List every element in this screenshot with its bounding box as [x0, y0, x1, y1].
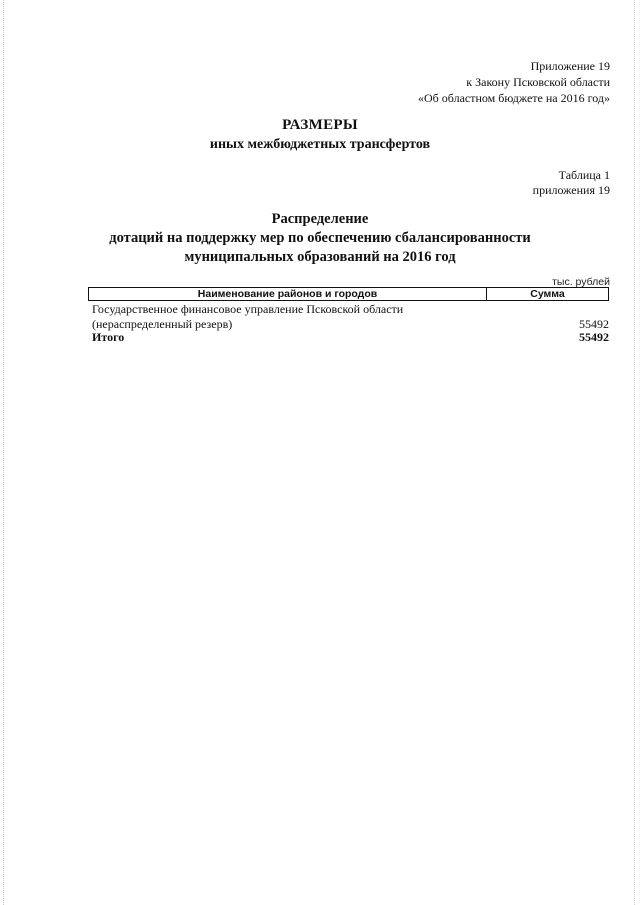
row-name-line-1: Государственное финансовое управление Псковской области [92, 302, 404, 316]
distribution-line-1: Распределение [271, 211, 369, 227]
distribution-line-2: дотаций на поддержку мер по обеспечению сбалансированности [109, 230, 531, 246]
title-sub: иных межбюджетных трансфертов [209, 137, 431, 152]
units-label: тыс. рублей [552, 276, 610, 288]
distribution-heading [0, 210, 640, 267]
table-header [88, 287, 609, 301]
total-value: 55492 [579, 330, 609, 344]
appendix-number: Приложение 19 [530, 59, 610, 73]
title-main: РАЗМЕРЫ [282, 117, 358, 133]
table-appendix: приложения 19 [532, 183, 610, 197]
total-label: Итого [92, 330, 125, 344]
distribution-line-3: муниципальных образований на 2016 год [184, 249, 456, 265]
row-value: 55492 [579, 317, 609, 331]
row-name-line-2: (нераспределенный резерв) [92, 317, 233, 331]
table-reference [533, 168, 610, 198]
appendix-law-title: «Об областном бюджете на 2016 год» [418, 91, 610, 105]
appendix-law-ref: к Закону Псковской области [466, 75, 610, 89]
table-number: Таблица 1 [558, 168, 610, 182]
header-sum: Сумма [530, 288, 565, 300]
document-title [0, 115, 640, 155]
appendix-header [418, 58, 610, 106]
header-name: Наименование районов и городов [89, 288, 487, 300]
